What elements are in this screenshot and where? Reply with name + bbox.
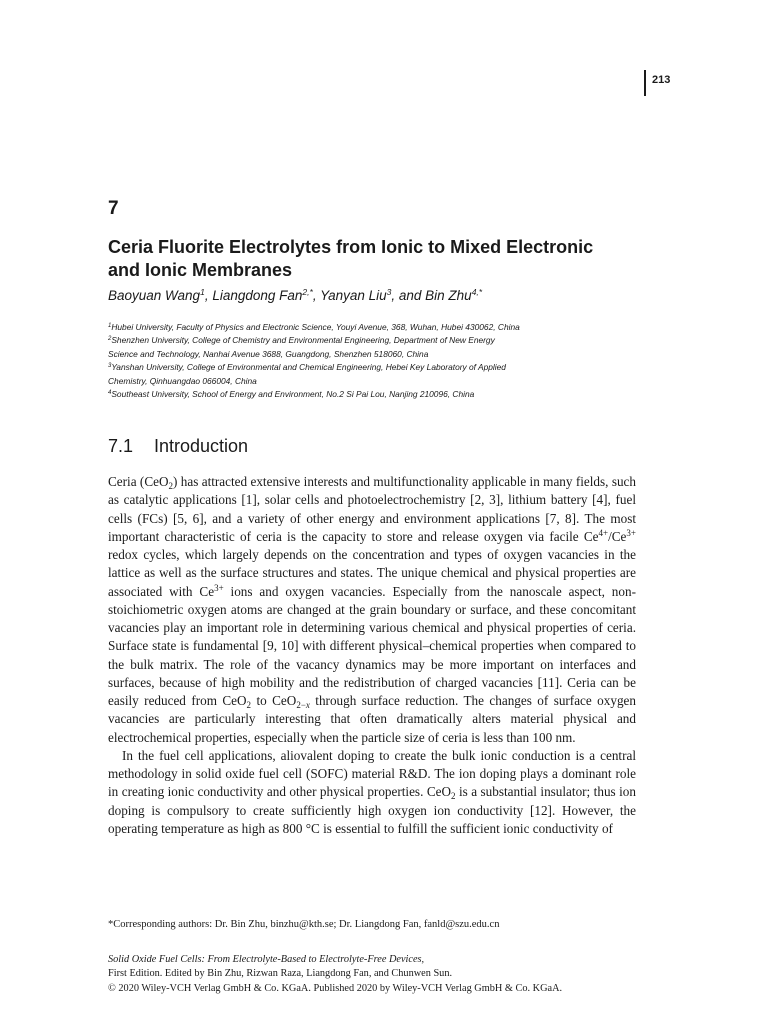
- corresponding-author-footnote: *Corresponding authors: Dr. Bin Zhu, binzhu@kth.se; Dr. Liangdong Fan, fanld@szu.edu.cn: [108, 919, 500, 930]
- chapter-number: 7: [108, 198, 119, 219]
- affiliation-line: [108, 388, 648, 401]
- affiliation-number: 1: [108, 323, 112, 329]
- affiliation-text: Yanshan University, College of Environmental and Chemical Engineering, Hebei Key Laboratory of Applied: [111, 362, 506, 373]
- text-run: In the fuel cell applications, aliovalent doping to create the bulk ionic conduction is a central methodology in solid oxide fuel cell (SOFC) material R&D. The ion doping plays a dominant role in creating ionic conductivity and other physical properties. CeO: [108, 747, 636, 800]
- text-run: /Ce: [608, 528, 627, 544]
- page-number-rule: [644, 70, 646, 96]
- author-list: [108, 288, 482, 303]
- affiliation-line: [108, 361, 648, 374]
- book-edition: First Edition. Edited by Bin Zhu, Rizwan Raza, Liangdong Fan, and Chunwen Sun.: [108, 968, 453, 980]
- affiliation-line: [108, 334, 648, 347]
- book-title: Solid Oxide Fuel Cells: From Electrolyte-Based to Electrolyte-Free Devices,: [108, 954, 425, 965]
- affiliation-text: Chemistry, Qinhuangdao 066004, China: [108, 375, 257, 386]
- author-name: Bin Zhu: [425, 288, 472, 303]
- text-run: Ceria (CeO: [108, 474, 169, 489]
- chapter-title: [108, 236, 668, 282]
- book-copyright: © 2020 Wiley-VCH Verlag GmbH & Co. KGaA. Published 2020 by Wiley-VCH Verlag GmbH & Co. KGaA.: [108, 982, 563, 994]
- text-run: ions and oxygen vacancies. Especially from the nanoscale aspect, non-stoichiometric oxygen atoms are changed at the grain boundary or surface, and these concomitant vacancies play an important role in determining various chemical and physical properties of ceria. Surface state is fundamental [9, 10] with different physical–chemical properties when compared to the bulk matrix. The role of the vacancy dynamics may be more important on interfaces and surfaces, because of high mobility and the redistribution of charged vacancies [11]. Ceria can be easily reduced from CeO: [108, 583, 636, 708]
- text-run: is a substantial insulator; thus ion doping is compulsory to create sufficiently high oxygen ion conductivity [12]. However, the operating temperature as high as 800 °C is essential to fulfill the sufficient ionic conductivity of: [108, 784, 636, 836]
- text-run: to CeO: [251, 693, 297, 708]
- affiliation-text: Hubei University, Faculty of Physics and Electronic Science, Youyi Avenue, 368, Wuhan, Hubei 430062, China: [111, 322, 520, 332]
- author-affiliation-mark: 1: [200, 287, 205, 297]
- subscript: 2: [451, 791, 456, 802]
- superscript: 3+: [626, 527, 636, 538]
- affiliation-line: [108, 321, 648, 334]
- affiliation-line: [108, 348, 648, 361]
- section-title: Introduction: [154, 436, 249, 456]
- superscript: 3+: [214, 582, 224, 593]
- chapter-title-line: and Ionic Membranes: [108, 260, 293, 280]
- paragraph: [108, 473, 636, 747]
- affiliation-number: 2: [108, 336, 112, 343]
- affiliation-text: Shenzhen University, College of Chemistry and Environmental Engineering, Department of New Energy: [111, 335, 495, 346]
- author-separator: ,: [312, 288, 321, 303]
- text-run: redox cycles, which largely depends on the concentration and types of oxygen vacancies in the lattice as well as the surface structures and states. The unique chemical and physical properties are associated with Ce: [108, 547, 636, 599]
- author-affiliation-mark: 4,*: [471, 287, 483, 297]
- affiliation-line: [108, 375, 648, 388]
- affiliation-list: [108, 321, 648, 401]
- subscript: 2−x: [296, 700, 310, 710]
- book-imprint: [108, 953, 562, 996]
- superscript: 4+: [598, 527, 609, 538]
- subscript: 2: [246, 700, 252, 710]
- author-affiliation-mark: 2,*: [302, 287, 313, 297]
- author-separator: ,: [204, 288, 213, 303]
- section-heading: [108, 436, 248, 457]
- author-separator: , and: [391, 288, 426, 303]
- chapter-title-line: Ceria Fluorite Electrolytes from Ionic to Mixed Electronic: [108, 237, 594, 257]
- author-affiliation-mark: 3: [386, 287, 392, 297]
- affiliation-number: 4: [108, 390, 112, 397]
- author-name: Yanyan Liu: [320, 288, 387, 303]
- affiliation-number: 3: [108, 363, 112, 370]
- author-name: Liangdong Fan: [212, 288, 303, 303]
- affiliation-text: Southeast University, School of Energy and Environment, No.2 Si Pai Lou, Nanjing 210096, China: [111, 389, 475, 400]
- page-number: 213: [652, 74, 671, 86]
- paragraph: [108, 747, 636, 838]
- section-number: 7.1: [108, 436, 134, 456]
- body-text: [108, 473, 636, 838]
- text-run: ) has attracted extensive interests and multifunctionality applicable in many fields, such as catalytic applications [1], solar cells and photoelectrochemistry [2, 3], lithium battery [4], fuel cells (FCs) [5, 6], and a variety of other energy and environment applications [7, 8]. The most important characteristic of ceria is the capacity to store and release oxygen via facile Ce: [108, 474, 636, 544]
- author-name: Baoyuan Wang: [108, 288, 201, 303]
- affiliation-text: Science and Technology, Nanhai Avenue 3688, Guangdong, Shenzhen 518060, China: [108, 348, 429, 359]
- subscript: 2: [168, 481, 173, 491]
- text-run: through surface reduction. The changes of surface oxygen vacancies are particularly interesting that often dramatically alters material physical and electrochemical properties, especially when the particle size of ceria is less than 100 nm.: [108, 693, 636, 745]
